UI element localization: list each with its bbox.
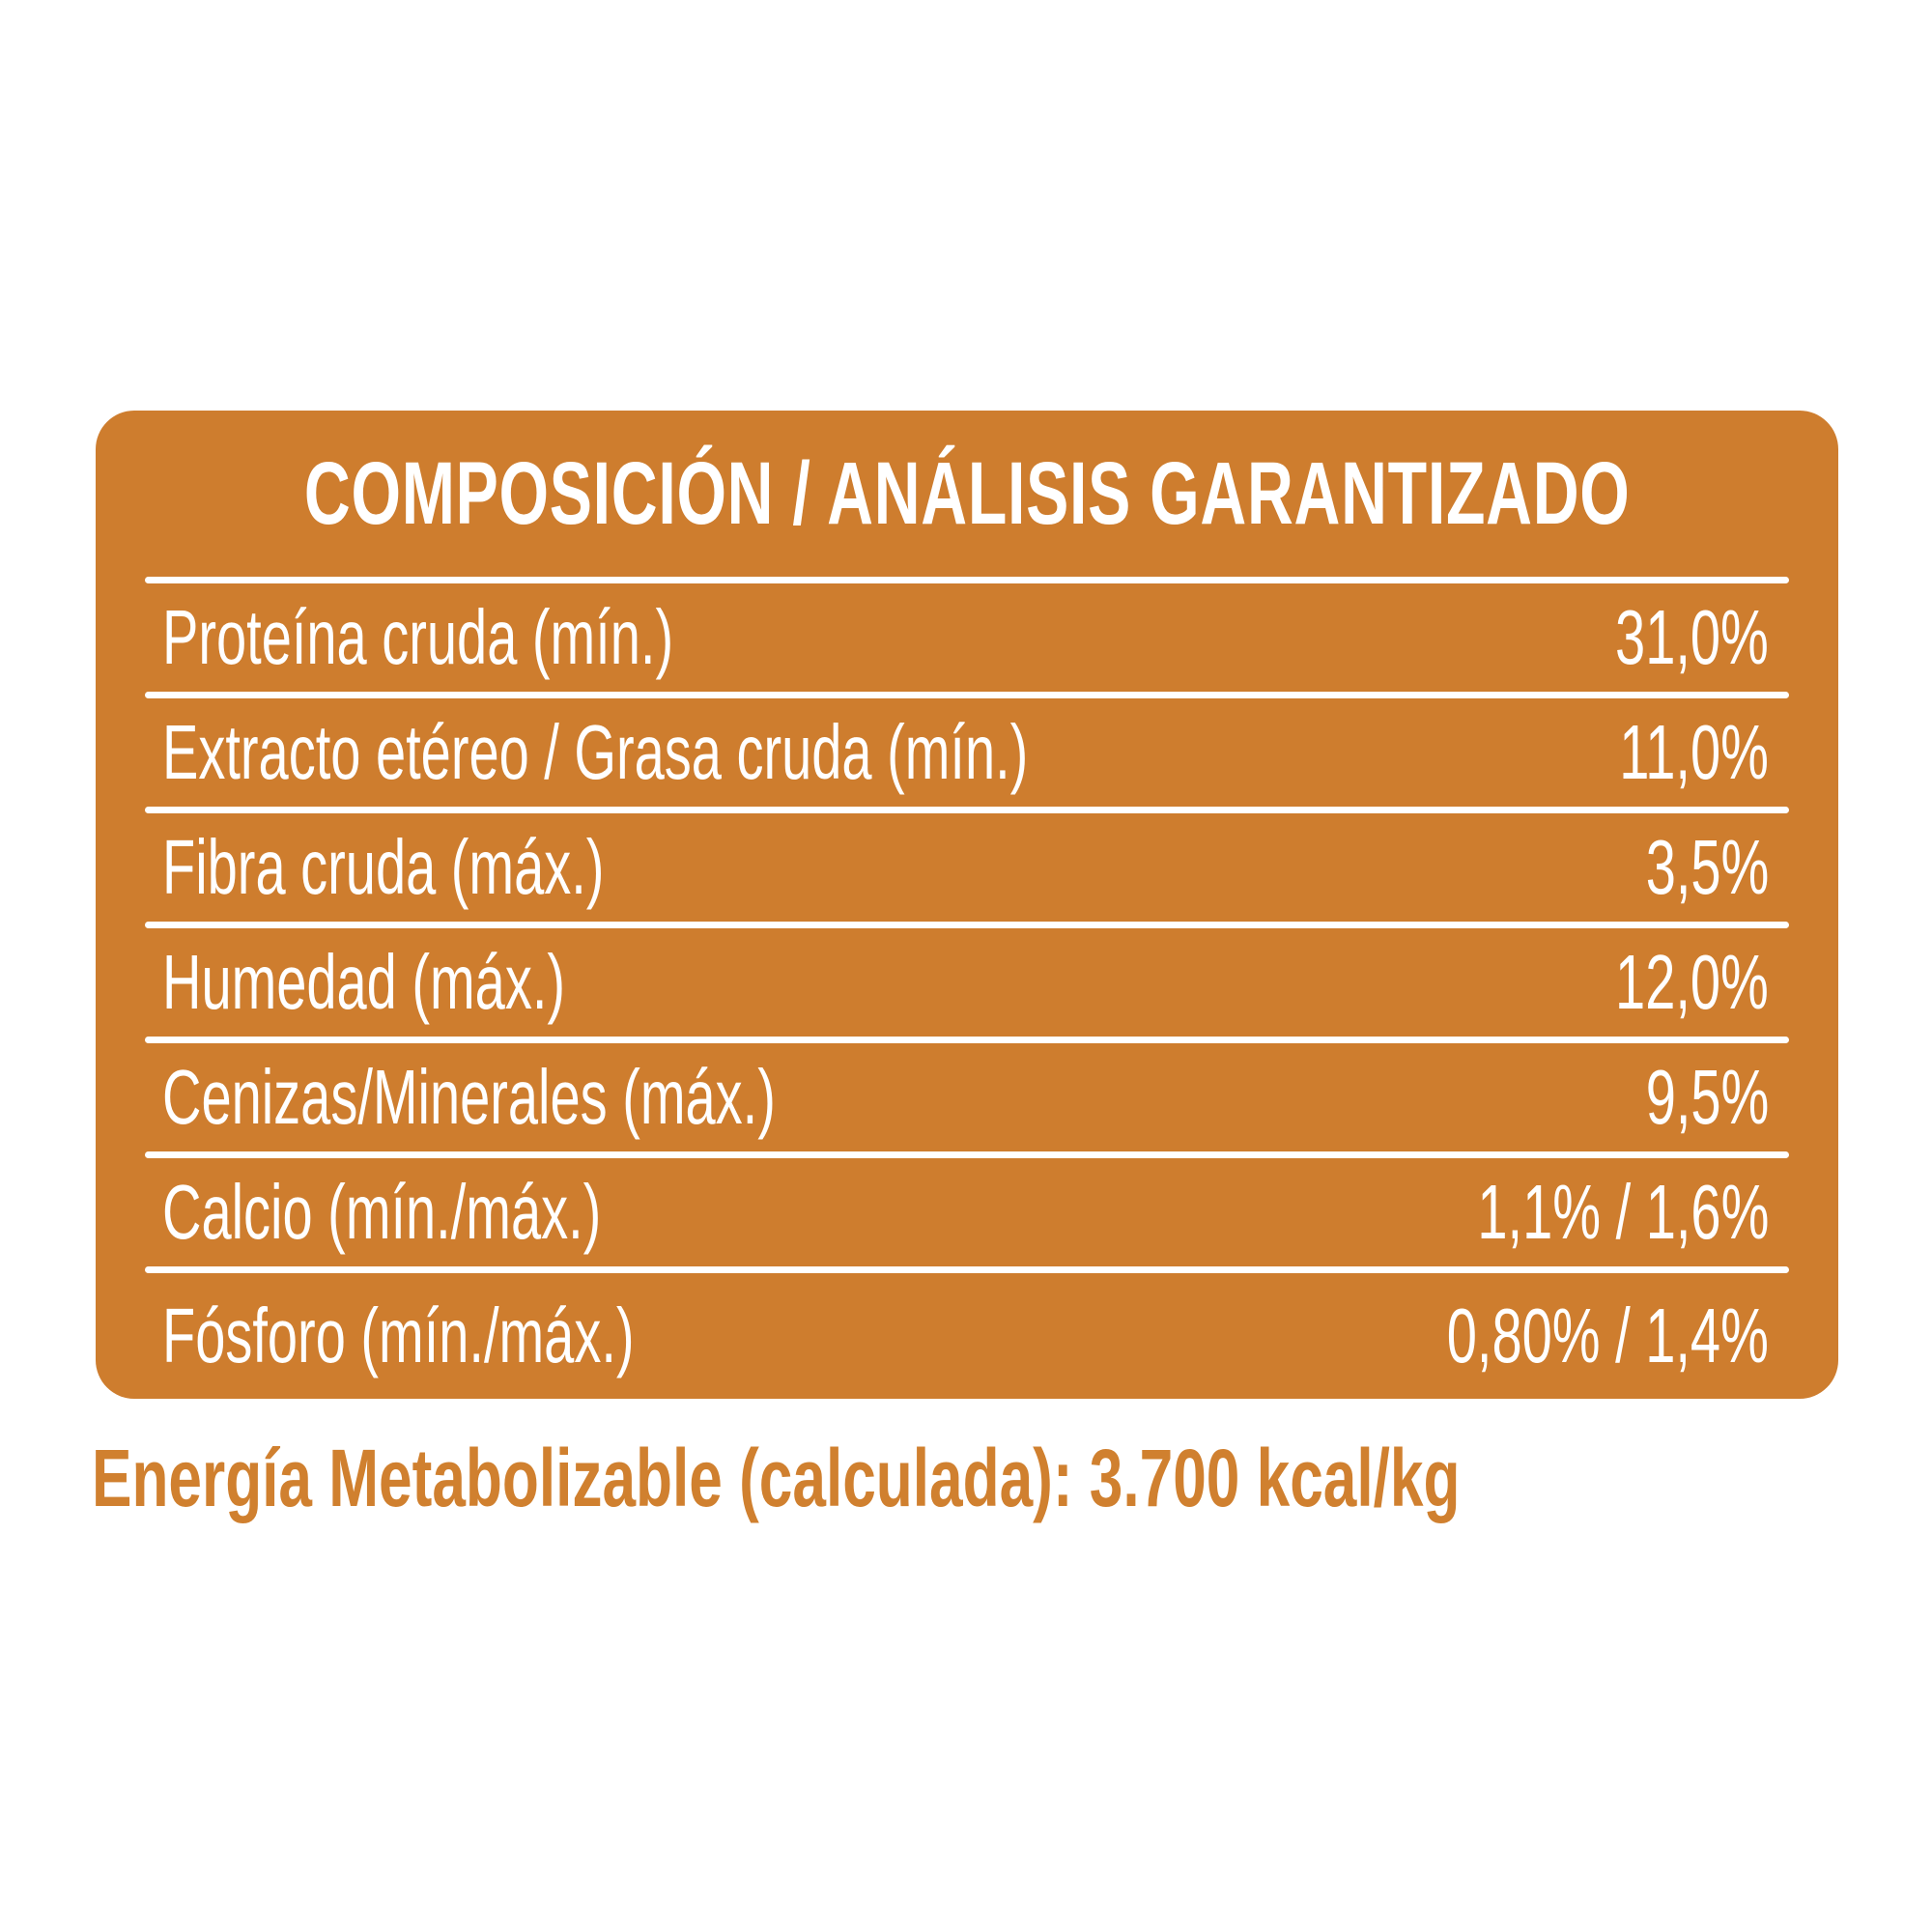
table-row-moisture bbox=[96, 928, 1838, 1037]
separator-line bbox=[145, 1037, 1789, 1043]
row-value: 12,0% bbox=[1615, 939, 1769, 1025]
table-row-protein bbox=[96, 583, 1838, 692]
row-value: 31,0% bbox=[1615, 594, 1769, 680]
separator-line bbox=[145, 577, 1789, 583]
row-value: 1,1% / 1,6% bbox=[1477, 1169, 1769, 1255]
panel-title-row bbox=[96, 411, 1838, 577]
row-value: 11,0% bbox=[1619, 709, 1769, 795]
row-label: Cenizas/Minerales (máx.) bbox=[162, 1054, 776, 1140]
table-row-fiber bbox=[96, 813, 1838, 922]
separator-line bbox=[145, 807, 1789, 813]
guaranteed-analysis-panel bbox=[96, 411, 1838, 1399]
separator-line bbox=[145, 1266, 1789, 1273]
row-label: Proteína cruda (mín.) bbox=[162, 594, 674, 680]
row-label: Humedad (máx.) bbox=[162, 939, 566, 1025]
panel-title: COMPOSICIÓN / ANÁLISIS GARANTIZADO bbox=[303, 443, 1631, 543]
separator-line bbox=[145, 692, 1789, 698]
metabolizable-energy-text: Energía Metabolizable (calculada): 3.700 kcal/kg bbox=[92, 1433, 1461, 1523]
row-value: 0,80% / 1,4% bbox=[1446, 1293, 1769, 1378]
table-row-phosphorus bbox=[96, 1273, 1838, 1399]
row-value: 3,5% bbox=[1645, 824, 1769, 910]
row-label: Calcio (mín./máx.) bbox=[162, 1169, 602, 1255]
table-row-fat bbox=[96, 698, 1838, 807]
row-label: Fibra cruda (máx.) bbox=[162, 824, 605, 910]
separator-line bbox=[145, 1151, 1789, 1158]
metabolizable-energy-line bbox=[92, 1432, 1932, 1525]
table-row-calcium bbox=[96, 1158, 1838, 1266]
table-row-ash bbox=[96, 1043, 1838, 1151]
separator-line bbox=[145, 922, 1789, 928]
row-label: Fósforo (mín./máx.) bbox=[162, 1293, 635, 1378]
row-label: Extracto etéreo / Grasa cruda (mín.) bbox=[162, 709, 1029, 795]
row-value: 9,5% bbox=[1645, 1054, 1769, 1140]
